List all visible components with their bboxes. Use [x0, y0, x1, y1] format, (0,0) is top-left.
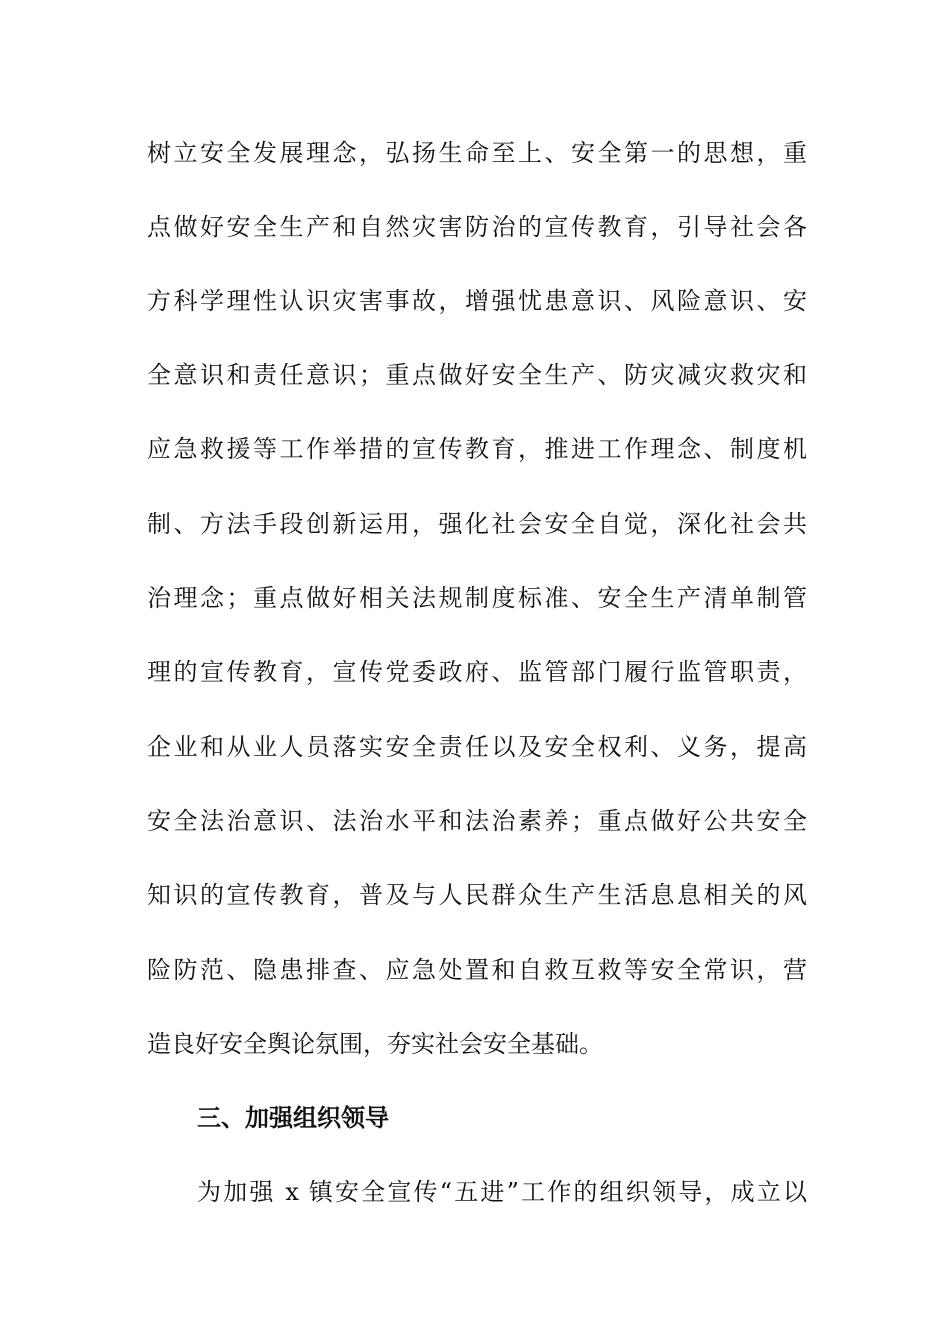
paragraph-line: 点做好安全生产和自然灾害防治的宣传教育，引导社会各: [147, 213, 807, 241]
paragraph-line: 树立安全发展理念，弘扬生命至上、安全第一的思想，重: [147, 139, 807, 167]
paragraph-line: 为加强 x 镇安全宣传“五进”工作的组织领导，成立以: [197, 1178, 807, 1206]
paragraph-line: 全意识和责任意识；重点做好安全生产、防灾减灾救灾和: [147, 361, 807, 389]
paragraph-line: 险防范、隐患排查、应急处置和自救互救等安全常识，营: [147, 956, 807, 984]
paragraph-line: 应急救援等工作举措的宣传教育，推进工作理念、制度机: [147, 435, 807, 463]
paragraph-line: 制、方法手段创新运用，强化社会安全自觉，深化社会共: [147, 510, 807, 538]
paragraph-line: 理的宣传教育，宣传党委政府、监管部门履行监管职责，: [147, 658, 807, 686]
paragraph-line: 方科学理性认识灾害事故，增强忧患意识、风险意识、安: [147, 287, 807, 315]
paragraph-line: 造良好安全舆论氛围，夯实社会安全基础。: [147, 1030, 603, 1058]
paragraph-line: 治理念；重点做好相关法规制度标准、安全生产清单制管: [147, 584, 807, 612]
paragraph-line: 安全法治意识、法治水平和法治素养；重点做好公共安全: [147, 807, 807, 835]
paragraph-line: 企业和从业人员落实安全责任以及安全权利、义务，提高: [147, 733, 807, 761]
section-heading: 三、加强组织领导: [197, 1104, 389, 1132]
paragraph-line: 知识的宣传教育，普及与人民群众生产生活息息相关的风: [147, 881, 807, 909]
